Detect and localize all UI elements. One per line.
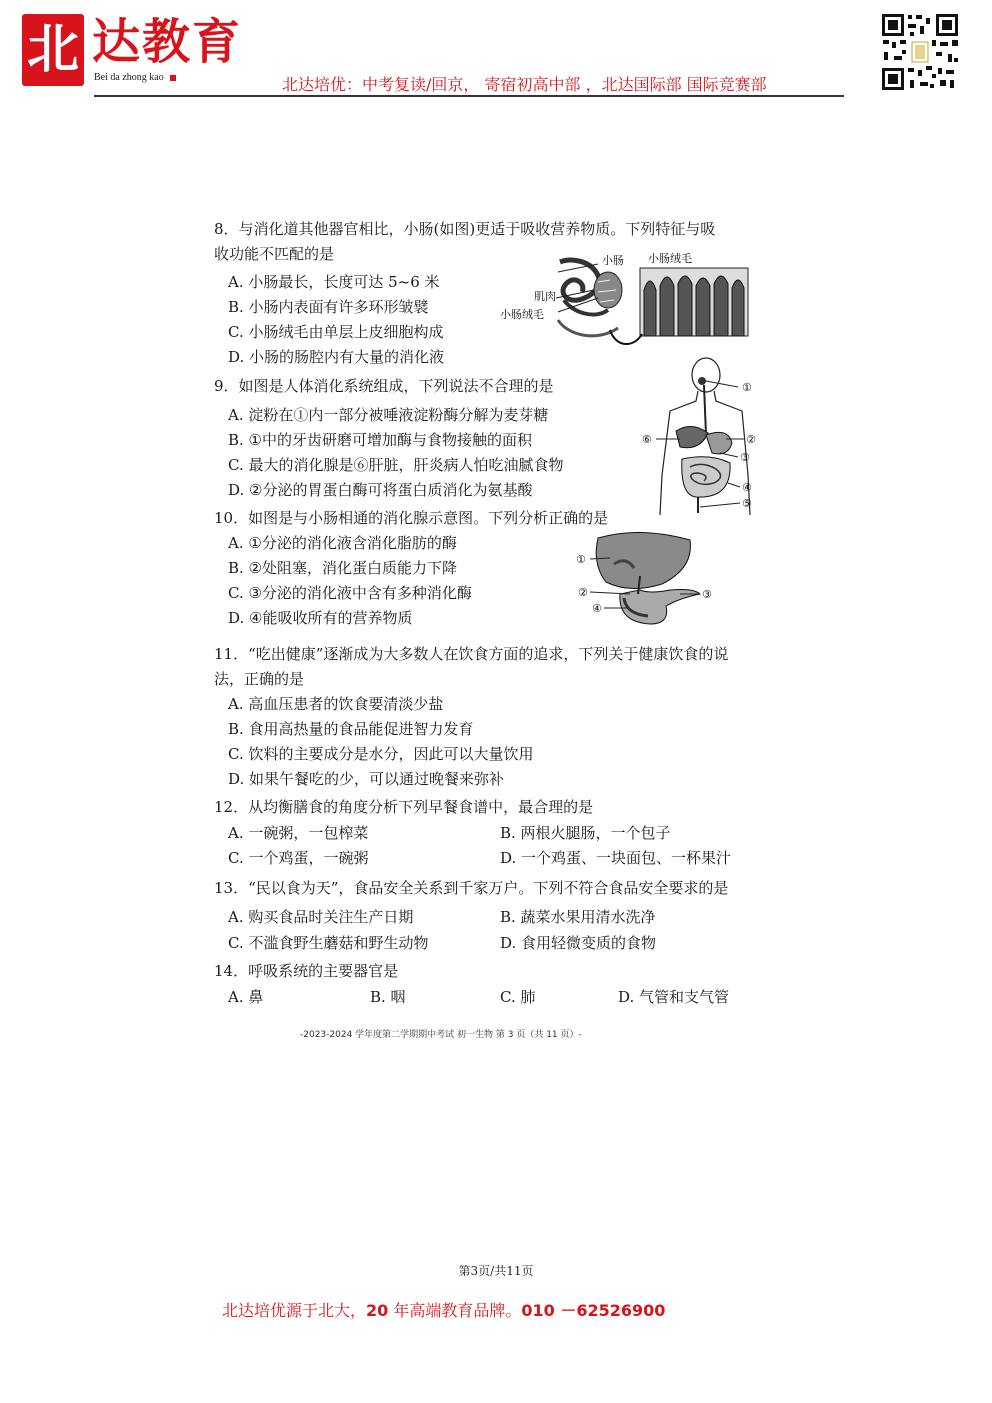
- small-intestine-figure: [498, 250, 754, 350]
- fig10-label-1: ①: [576, 553, 586, 566]
- q14-option-c: C. 肺: [500, 988, 536, 1006]
- qr-code-icon: [880, 12, 960, 92]
- fig10-label-3: ③: [702, 588, 712, 601]
- q9-option-a: A. 淀粉在①内一部分被唾液淀粉酶分解为麦芽糖: [228, 406, 549, 424]
- question-8-stem: 8．与消化道其他器官相比，小肠(如图)更适于吸收营养物质。下列特征与吸: [214, 220, 716, 238]
- question-8-stem-cont: 收功能不匹配的是: [214, 245, 335, 263]
- question-10-stem: 10．如图是与小肠相通的消化腺示意图。下列分析正确的是: [214, 509, 609, 527]
- page-number: 第3页/共11页: [458, 1264, 534, 1278]
- q9-option-d: D. ②分泌的胃蛋白酶可将蛋白质消化为氨基酸: [228, 481, 533, 499]
- fig9-label-6: ⑥: [642, 433, 652, 446]
- fig9-label-3: ③: [740, 451, 750, 464]
- q10-option-a: A. ①分泌的消化液含消化脂肪的酶: [228, 534, 457, 552]
- q8-option-a: A. 小肠最长，长度可达 5~6 米: [228, 273, 440, 291]
- question-11-stem: 11．“吃出健康”逐渐成为大多数人在饮食方面的追求，下列关于健康饮食的说: [214, 645, 729, 663]
- q12-option-d: D. 一个鸡蛋、一块面包、一杯果汁: [500, 849, 732, 867]
- q14-option-d: D. 气管和支气管: [618, 988, 730, 1006]
- digestive-system-figure: [640, 355, 762, 521]
- q13-option-b: B. 蔬菜水果用清水洗净: [500, 908, 656, 926]
- question-9-stem: 9．如图是人体消化系统组成，下列说法不合理的是: [214, 377, 554, 395]
- q11-option-d: D. 如果午餐吃的少，可以通过晚餐来弥补: [228, 770, 505, 788]
- fig10-label-2: ②: [578, 586, 588, 599]
- logo-subtitle: Bei da zhong kao: [94, 72, 176, 83]
- fig8-label-intestine: 小肠: [602, 254, 624, 267]
- q11-option-a: A. 高血压患者的饮食要清淡少盐: [228, 695, 444, 713]
- logo-title: 达教育: [92, 14, 243, 70]
- q13-option-a: A. 购买食品时关注生产日期: [228, 908, 414, 926]
- q13-option-c: C. 不滥食野生蘑菇和野生动物: [228, 934, 429, 952]
- q9-option-b: B. ①中的牙齿研磨可增加酶与食物接触的面积: [228, 431, 533, 449]
- fig8-label-villi-left: 小肠绒毛: [500, 308, 544, 321]
- q8-option-b: B. 小肠内表面有许多环形皱襞: [228, 298, 429, 316]
- question-12-stem: 12．从均衡膳食的角度分析下列早餐食谱中，最合理的是: [214, 798, 594, 816]
- header-slogan: 北达培优：中考复读/回京， 寄宿初高中部 ，北达国际部 国际竞赛部: [282, 75, 767, 94]
- q12-option-c: C. 一个鸡蛋，一碗粥: [228, 849, 369, 867]
- question-14-stem: 14．呼吸系统的主要器官是: [214, 962, 399, 980]
- q13-option-d: D. 食用轻微变质的食物: [500, 934, 657, 952]
- q10-option-b: B. ②处阻塞，消化蛋白质能力下降: [228, 559, 458, 577]
- q10-option-d: D. ④能吸收所有的营养物质: [228, 609, 413, 627]
- digestive-gland-figure: [570, 528, 720, 634]
- fig10-label-4: ④: [592, 602, 602, 615]
- fig9-label-2: ②: [746, 433, 756, 446]
- q8-option-c: C. 小肠绒毛由单层上皮细胞构成: [228, 323, 444, 341]
- q11-option-b: B. 食用高热量的食品能促进智力发育: [228, 720, 474, 738]
- q12-option-a: A. 一碗粥，一包榨菜: [228, 824, 369, 842]
- q14-option-a: A. 鼻: [228, 988, 264, 1006]
- fig9-label-1: ①: [742, 381, 752, 394]
- logo-mark: [22, 14, 84, 86]
- question-13-stem: 13．“民以食为天”，食品安全关系到千家万户。下列不符合食品安全要求的是: [214, 879, 729, 897]
- fig9-label-5: ⑤: [742, 497, 752, 510]
- q8-option-d: D. 小肠的肠腔内有大量的消化液: [228, 348, 445, 366]
- fig9-label-4: ④: [742, 481, 752, 494]
- question-11-stem-cont: 法，正确的是: [214, 670, 305, 688]
- q10-option-c: C. ③分泌的消化液中含有多种消化酶: [228, 584, 472, 602]
- q11-option-c: C. 饮料的主要成分是水分，因此可以大量饮用: [228, 745, 534, 763]
- q14-option-b: B. 咽: [370, 988, 406, 1006]
- q9-option-c: C. 最大的消化腺是⑥肝脏，肝炎病人怕吃油腻食物: [228, 456, 564, 474]
- exam-footer: -2023-2024 学年度第二学期期中考试 初一生物 第 3 页（共 11 页）-: [300, 1030, 582, 1040]
- header-divider: [94, 95, 844, 97]
- logo-char: 北: [26, 19, 79, 80]
- q12-option-b: B. 两根火腿肠，一个包子: [500, 824, 671, 842]
- fig8-label-muscle: 肌肉: [534, 290, 556, 303]
- fig8-label-villi: 小肠绒毛: [648, 252, 692, 265]
- bottom-slogan: 北达培优源于北大，20 年高端教育品牌。010 －62526900: [222, 1301, 666, 1320]
